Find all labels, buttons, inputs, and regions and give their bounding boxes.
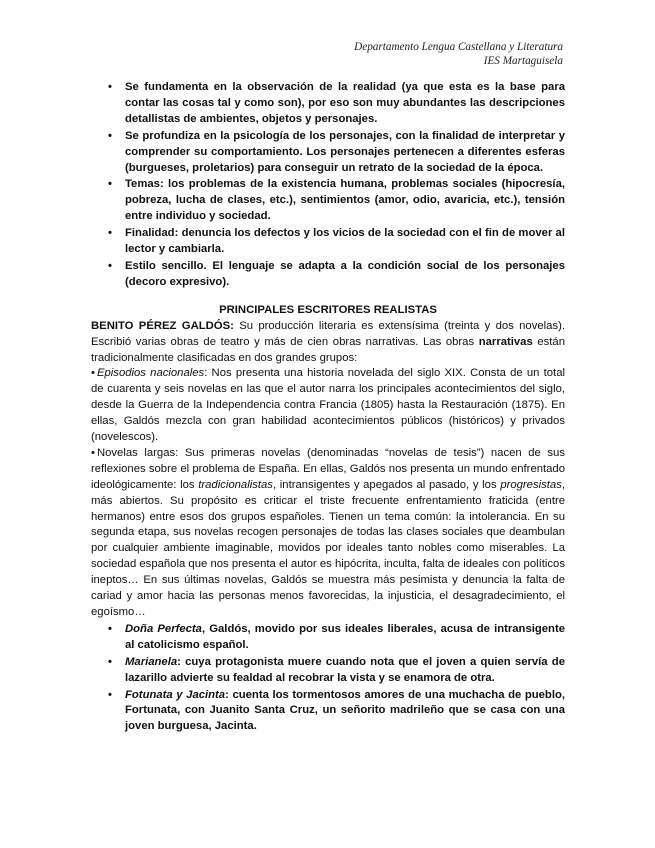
bullet-icon: • bbox=[91, 367, 95, 380]
author-intro: BENITO PÉREZ GALDÓS: Su producción literaria es extensísima (treinta y dos novelas). Escribió varias obras de teatro y más de cien obras narrativas. Las obras narrativas están tradicionalmente clasificadas en dos grandes grupos: bbox=[91, 319, 565, 364]
episodios-title: Episodios nacionales bbox=[96, 367, 205, 380]
header-school: IES Martaguisela bbox=[483, 55, 563, 67]
list-item: • Doña Perfecta, Galdós, movido por sus ideales liberales, acusa de intransigente al catolicismo español. bbox=[108, 622, 565, 651]
work-title: Doña Perfecta bbox=[125, 622, 202, 635]
bullet-icon: • bbox=[108, 655, 112, 668]
bullet-icon: • bbox=[108, 688, 112, 701]
work-title: Marianela bbox=[125, 655, 178, 668]
section-title: PRINCIPALES ESCRITORES REALISTAS bbox=[219, 303, 437, 316]
realism-features-list bbox=[91, 80, 565, 291]
list-item: • Marianela: cuya protagonista muere cuando nota que el joven a quien servía de lazarillo advierte su fealdad al recobrar la vista y se enamora de otra. bbox=[108, 655, 565, 684]
list-item: • Finalidad: denuncia los defectos y los vicios de la sociedad con el fin de mover al lector y cambiarla. bbox=[108, 227, 565, 256]
bullet-icon: • bbox=[108, 622, 112, 635]
list-item: • Temas: los problemas de la existencia humana, problemas sociales (hipocresía, pobreza, lucha de clases, etc.), sentimientos (amor, odio, avaricia, etc.), tensión entre individuo y sociedad. bbox=[108, 178, 565, 223]
document-body bbox=[91, 80, 565, 736]
novelas-paragraph: • Novelas largas: Sus primeras novelas (denominadas “novelas de tesis”) nacen de sus reflexiones sobre el problema de España. En ellas, Galdós nos presenta un mundo enfrentado ideológicamente: los tradicionalistas, intransigentes y apegados al pasado, y los progresistas, más abiertos. Su propósito es criticar el triste frecuente enfrentamiento fraticida (entre hermanos) entre esos dos grupos españoles. Tienen un tema común: la intolerancia. En su segunda etapa, sus novelas recogen personajes de todas las clases sociales que deambulan por cualquier ambiente imaginable, movidos por ideales tanto nobles como miserables. La sociedad española que nos presenta el autor es hipócrita, inculta, falta de ideales con políticos ineptos… En sus últimas novelas, Galdós se muestra más pesimista y denuncia la falta de cariad y amor hacia las personas menos favorecidas, la injusticia, el desagradecimiento, el egoísmo… bbox=[91, 446, 565, 618]
list-item: • Se profundiza en la psicología de los personajes, con la finalidad de interpretar y comprender su comportamiento. Los personajes pertenecen a diferentes esferas (burgueses, proletarios) para conseguir un retrato de la sociedad de la época. bbox=[108, 129, 565, 174]
work-title: Fotunata y Jacinta bbox=[125, 688, 226, 701]
bullet-icon: • bbox=[108, 227, 112, 240]
bullet-icon: • bbox=[108, 178, 112, 191]
bullet-icon: • bbox=[108, 81, 112, 93]
list-item: • Estilo sencillo. El lenguaje se adapta a la condición social de los personajes (decoro expresivo). bbox=[108, 259, 565, 288]
episodios-paragraph: • Episodios nacionales: Nos presenta una historia novelada del siglo XIX. Consta de un total de cuarenta y seis novelas en las que el autor narra los principales acontecimientos del siglo, desde la Guerra de la Independencia contra Francia (1805) hasta la Restauración (1875). En ellas, Galdós mezcla con gran habilidad acontecimientos públicos (históricos) y privados (novelescos). bbox=[91, 367, 565, 444]
list-item: • Se fundamenta en la observación de la realidad (ya que esta es la base para contar las cosas tal y como son), por eso son muy abundantes las descripciones detallistas de ambientes, objetos y personajes. bbox=[108, 81, 565, 125]
header-department: Departamento Lengua Castellana y Literatura bbox=[354, 41, 563, 53]
page-header bbox=[354, 40, 563, 68]
works-list bbox=[91, 622, 565, 735]
list-item: • Fotunata y Jacinta: cuenta los tormentosos amores de una muchacha de pueblo, Fortunata, con Juanito Santa Cruz, un señorito madrileño que se casa con una joven burguesa, Jacinta. bbox=[108, 688, 565, 733]
bullet-icon: • bbox=[91, 446, 95, 459]
bullet-icon: • bbox=[108, 129, 112, 142]
author-name: BENITO PÉREZ GALDÓS: bbox=[91, 319, 234, 332]
bullet-icon: • bbox=[108, 259, 112, 272]
